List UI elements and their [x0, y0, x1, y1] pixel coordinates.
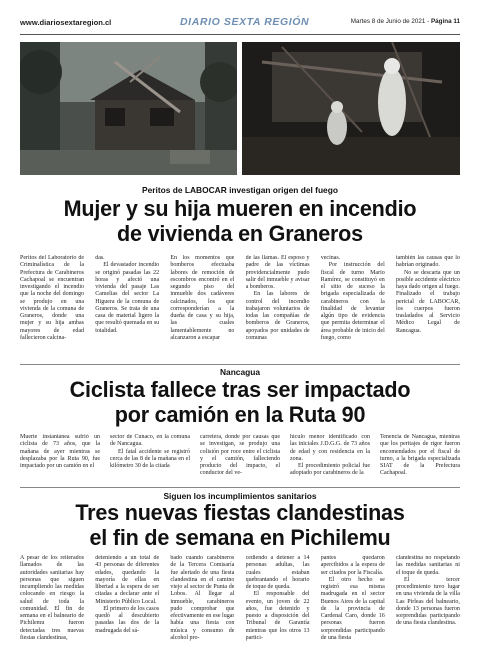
article3-headline-line1: Tres nuevas fiestas clandestinas — [75, 500, 405, 525]
paragraph: pantes quedaron apercibidos a la espera de ser citados por la Fiscalía. — [320, 555, 385, 576]
article3-body — [20, 555, 460, 663]
firefighters-interior-photo — [242, 42, 460, 175]
site-url[interactable]: www.diariosextaregion.cl — [20, 17, 112, 27]
article3-column — [396, 555, 460, 663]
paragraph: cediendo a detener a 14 personas adultas, las cuales estaban quebrantando el horario de toque de queda. — [245, 555, 310, 590]
masthead — [20, 12, 460, 32]
article1-column — [246, 255, 310, 355]
paragraph: El devastador incendio se originó pasadas las 22 horas y afectó una vivienda del pasaje Las Camelias del sector La Higuera de la comuna de Graneros. Se trata de una casa de material ligero la que resultó quemada en su totalidad. — [95, 262, 160, 334]
paragraph: No se descarta que un posible accidente eléctrico haya dado origen al fuego. Finalizado el trabajo pericial de LABOCAR, los cuerpos fueron trasladados al Servicio Médico Legal de Rancagua. — [395, 269, 460, 334]
article1-headline-line1: Mujer y su hija mueren en incendio — [63, 196, 417, 221]
article2-headline-line1: Ciclista fallece tras ser impactado — [69, 377, 411, 402]
article2-column: Muerte instantánea sufrió un ciclista de 73 años, que la mañana de ayer mientras se desplazaba por la Ruta 90, fue impactado por un camión en el — [20, 434, 100, 469]
paragraph: El primero de los casos quedó al descubierto pasadas las dos de la madrugada del sá- — [95, 605, 160, 634]
page-number: Página 11 — [430, 18, 460, 25]
newspaper-name: DIARIO SEXTA REGIÓN — [180, 16, 310, 28]
article2-column — [290, 434, 370, 478]
paragraph: El procedimiento policial fue adoptado por carabineros de la — [290, 463, 370, 477]
article3-headline — [24, 501, 455, 550]
paragraph: hículo menor identificado con las iniciales J.D.G.G. de 73 años de edad y con residencia en la zona. — [290, 434, 370, 462]
article1-headline-line2: de vivienda en Graneros — [117, 220, 363, 246]
paragraph: Por instrucción del fiscal de turno Mario Ramírez, se constituyó en el sitio de suceso la brigada especializada de carabineros con la finalidad de levantar algún tipo de evidencia que permita determinar el área probable de inicio del fuego, como — [320, 262, 385, 341]
article3-column — [246, 555, 310, 663]
burned-house-photo — [20, 42, 237, 175]
article2-body — [20, 434, 460, 478]
article2-headline — [24, 378, 455, 427]
paragraph: El tercer procedimiento tuvo lugar en una vivienda de la villa Las Pirleas del balneario, donde 13 personas fueron sorprendidas participando de una fiesta clandestina. — [395, 576, 460, 627]
article3-column — [95, 555, 159, 663]
section-divider — [20, 364, 460, 365]
article1-column: Peritos del Laboratorio de Criminalística de la Prefectura de Carabineros Cachapoal se encuentran investigando el incendio que la noche del domingo se produjo en una vivienda de la comuna de Graneros, donde una mujer y su hija ambas mayores de edad fallecieron calcina- — [20, 255, 84, 341]
article1-column — [95, 255, 159, 355]
article1-column — [396, 255, 460, 355]
article3-kicker: Siguen los incumplimientos sanitarios — [163, 491, 317, 501]
article3-column: A pesar de los reiterados llamados de las autoridades sanitarias hay personas que siguen incumpliendo las medidas colocando en riesgo la salud de toda la comunidad. El fin de semana en el balneario de Pichilemu fueron detectadas tres nuevas fiestas clandestinas, — [20, 555, 84, 641]
section-divider — [20, 487, 460, 488]
article1-column — [321, 255, 385, 355]
article1-body — [20, 255, 460, 355]
paragraph: El otro hecho se registró esa misma madrugada en el sector Buenos Aires de la capital de la provincia de Cardenal Caro, donde 16 personas fueron sorprendidas participando de una fiesta — [320, 576, 385, 641]
paragraph: das. — [95, 255, 105, 261]
issue-date: Martes 8 de Junio de 2021 - — [350, 18, 431, 25]
article2-headline-line2: por camión en la Ruta 90 — [114, 401, 366, 427]
article2-column: Tenencia de Nancagua, mientras que los peritajes de rigor fueron encomendados por el fiscal de turno, a la brigada especializada SIAT de la Prefectura Cachapoal. — [380, 434, 460, 477]
paragraph: sector de Cunaco, en la comuna de Nancagua. — [110, 434, 190, 448]
masthead-rule — [20, 34, 460, 35]
paragraph: El fatal accidente se registró cerca de las 8 de la mañana en el kilómetro 30 de la citada — [110, 448, 190, 469]
paragraph: también las causas que lo habrían originado. — [395, 255, 460, 269]
paragraph: El responsable del evento, un joven de 22 años, fue detenido y puesto a disposición del Tribunal de Garantía mientras que los otros 13 partici- — [245, 591, 310, 641]
article2-column — [110, 434, 190, 478]
paragraph: vecinas. — [320, 255, 341, 261]
issue-meta — [351, 18, 460, 25]
article1-headline — [24, 197, 455, 246]
article2-column: carretera, donde por causas que se investigan, se produjo una colisión por roce entre el ciclista y el camión, falleciendo producto del impacto, el conductor del ve- — [200, 434, 280, 477]
paragraph: En las labores de control del incendio trabajaron voluntarios de todas las compañías de bomberos de Graneros, apoyados por unidades de comunas — [245, 291, 310, 341]
paragraph: clandestina no respetando las medidas sanitarias ni el toque de queda. — [395, 555, 460, 576]
article1-column: En los momentos que bomberos efectuaba labores de remoción de escombros encontró en el segundo piso del inmueble dos cadáveres calcinados, los que corresponderían a la dueña de casa y su hija, las cuales lamentablemente no alcanzaron a escapar — [170, 255, 235, 341]
article2-kicker: Nancagua — [219, 367, 261, 377]
article3-column: bado cuando carabineros de la Tercera Comisaría fue alertado de una fiesta clandestina en el camino viejo al sector de Punta de Lobos. Al llegar al inmueble, carabineros pudo comprobar que efectivamente en ese lugar había una fiesta con música y consumo de alcohol pro- — [170, 555, 235, 641]
article1-kicker: Peritos de LABOCAR investigan origen del fuego — [142, 185, 338, 195]
paragraph: de las llamas. El esposo y padre de las víctimas providencialmente pudo salir del inmueble y avisar a bomberos. — [245, 255, 310, 290]
paragraph: deteniendo a un total de 43 personas de diferentes edades, quedando la mayoría de ellas en libertad a la espera de ser citadas a declarar ante el Ministerio Público Local. — [95, 555, 160, 605]
article3-headline-line2: el fin de semana en Pichilemu — [89, 524, 391, 550]
article3-column — [321, 555, 385, 663]
